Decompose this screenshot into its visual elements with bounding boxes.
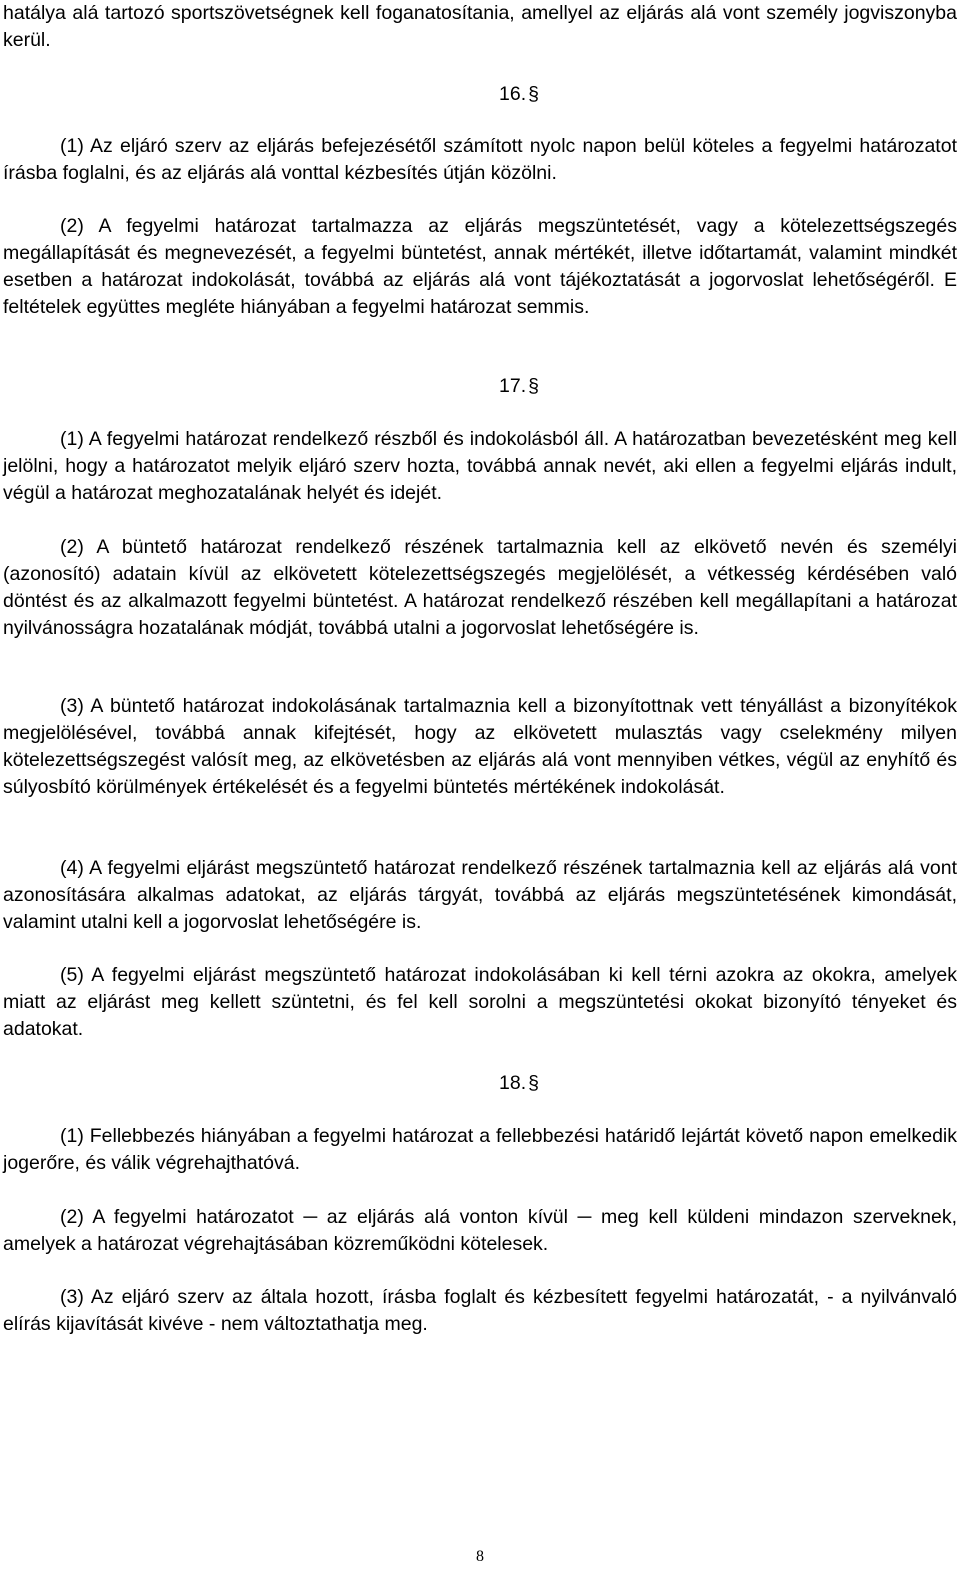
section-sign: § bbox=[528, 375, 539, 397]
paragraph-17-1: (1) A fegyelmi határozat rendelkező részből és indokolásból áll. A határozatban bevezetésként meg kell jelölni, hogy a határozatot melyik eljáró szerv hozta, továbbá annak nevét, aki ellen a fegyelmi eljárás indult, végül a határozat meghozatalának helyét és idejét. bbox=[3, 428, 957, 504]
section-sign: § bbox=[528, 83, 539, 105]
section-sign: § bbox=[528, 1072, 539, 1094]
continuation-paragraph: hatálya alá tartozó sportszövetségnek kell foganatosítania, amellyel az eljárás alá vont személy jogviszonyba kerül. bbox=[3, 2, 957, 51]
paragraph-17-4: (4) A fegyelmi eljárást megszüntető határozat rendelkező részének tartalmaznia kell az eljárás alá vont azonosítására alkalmas adatokat, az eljárás tárgyát, továbbá az eljárás megszüntetésének kimondását, valamint utalni kell a jogorvoslat lehetőségére is. bbox=[3, 857, 957, 933]
paragraph-17-5: (5) A fegyelmi eljárást megszüntető határozat indokolásában ki kell térni azokra az okokra, amelyek miatt az eljárást meg kellett szüntetni, és fel kell sorolni a megszüntetési okokat bizonyító tényeket és adatokat. bbox=[3, 964, 957, 1040]
paragraph-17-2: (2) A büntető határozat rendelkező részének tartalmaznia kell az elkövető nevén és személyi (azonosító) adatain kívül az elkövetett kötelezettségszegés megjelölését, a vétkesség kérdésében való döntést és az alkalmazott fegyelmi büntetést. A határozat rendelkező részében kell megállapítani a határozat nyilvánosságra hozatalának módját, továbbá utalni a jogorvoslat lehetőségére is. bbox=[3, 536, 957, 639]
paragraph-16-1: (1) Az eljáró szerv az eljárás befejezésétől számított nyolc napon belül köteles a fegyelmi határozatot írásba foglalni, és az eljárás alá vonttal kézbesítés útján közölni. bbox=[3, 135, 957, 184]
section-number: 17. bbox=[499, 375, 527, 397]
paragraph-16-2: (2) A fegyelmi határozat tartalmazza az eljárás megszüntetését, vagy a kötelezettségszegés megállapítását és megnevezését, a fegyelmi büntetést, annak mértékét, illetve időtartamát, valamint mindkét esetben a határozat indokolását, továbbá az eljárás alá vont tájékoztatását a jogorvoslat lehetőségéről. E feltételek együttes megléte hiányában a fegyelmi határozat semmis. bbox=[3, 215, 957, 318]
section-heading-18 bbox=[0, 1070, 960, 1097]
paragraph-17-3: (3) A büntető határozat indokolásának tartalmaznia kell a bizonyítottnak vett tényállást a bizonyítékok megjelölésével, továbbá annak kifejtését, hogy az elkövetett mulasztás vagy cselekmény milyen kötelezettségszegést valósít meg, az elkövetésben az eljárás alá vont mennyiben vétkes, végül az enyhítő és súlyosbító körülmények értékelését és a fegyelmi büntetés mértékének indokolását. bbox=[3, 695, 957, 798]
page-number: 8 bbox=[476, 1548, 484, 1565]
paragraph-18-1: (1) Fellebbezés hiányában a fegyelmi határozat a fellebbezési határidő lejártát követő napon emelkedik jogerőre, és válik végrehajthatóvá. bbox=[3, 1125, 957, 1174]
section-number: 16. bbox=[499, 83, 527, 105]
paragraph-18-3: (3) Az eljáró szerv az általa hozott, írásba foglalt és kézbesített fegyelmi határozatát, - a nyilvánvaló elírás kijavítását kivéve - nem változtathatja meg. bbox=[3, 1286, 957, 1335]
section-heading-16 bbox=[0, 81, 960, 108]
paragraph-18-2: (2) A fegyelmi határozatot ─ az eljárás alá vonton kívül ─ meg kell küldeni mindazon szerveknek, amelyek a határozat végrehajtásában közreműködni kötelesek. bbox=[3, 1206, 957, 1255]
section-number: 18. bbox=[499, 1072, 527, 1094]
section-heading-17 bbox=[0, 373, 960, 400]
